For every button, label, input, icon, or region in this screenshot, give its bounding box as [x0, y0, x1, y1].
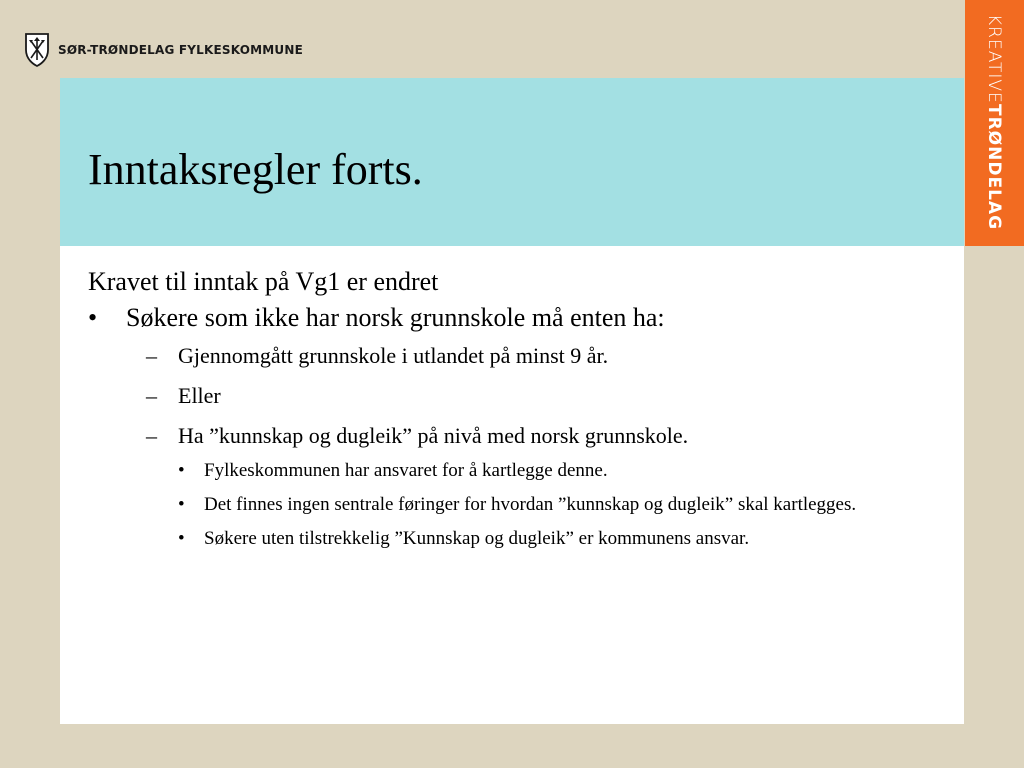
sub-list-item-text: Gjennomgått grunnskole i utlandet på minst 9 år.: [178, 343, 609, 368]
sub-list: [126, 342, 948, 551]
sub-sub-list-item: [178, 526, 964, 551]
sub-sub-list: [178, 458, 948, 551]
sub-list-item-text: Ha ”kunnskap og dugleik” på nivå med norsk grunnskole.: [178, 423, 689, 448]
organization-name: SØR-TRØNDELAG FYLKESKOMMUNE: [58, 43, 303, 57]
slide-content: [88, 266, 948, 563]
sub-list-item: [134, 422, 948, 551]
sub-list-item-text: Eller: [178, 383, 221, 408]
bullet-list: [88, 302, 948, 551]
coat-of-arms-icon: [24, 32, 50, 68]
bullet-marker: •: [178, 494, 185, 515]
brand-tab: [965, 0, 1024, 246]
bullet-marker: •: [88, 303, 98, 332]
list-item: [88, 302, 948, 551]
brand-text-bold: TRØNDELAG: [984, 103, 1004, 230]
sub-sub-list-item-text: Søkere uten tilstrekkelig ”Kunnskap og dugleik” er kommunens ansvar.: [204, 528, 750, 549]
brand-text-light: KREATIVE: [984, 14, 1004, 104]
brand-text: [979, 14, 1009, 232]
organization-logo: [24, 32, 303, 68]
dash-marker: –: [146, 423, 157, 448]
intro-text: Kravet til inntak på Vg1 er endret: [88, 267, 439, 296]
sub-sub-list-item-text: Det finnes ingen sentrale føringer for hvordan ”kunnskap og dugleik” skal kartlegges.: [204, 494, 857, 515]
bullet-marker: •: [178, 528, 185, 549]
slide-title: Inntaksregler forts.: [88, 145, 423, 194]
sub-list-item: [134, 342, 948, 370]
sub-list-item: [134, 382, 948, 410]
list-item-text: Søkere som ikke har norsk grunnskole må enten ha:: [126, 303, 665, 332]
title-band: [60, 78, 964, 246]
slide: [60, 78, 964, 724]
dash-marker: –: [146, 343, 157, 368]
dash-marker: –: [146, 383, 157, 408]
sub-sub-list-item-text: Fylkeskommunen har ansvaret for å kartlegge denne.: [204, 460, 608, 481]
sub-sub-list-item: [178, 458, 964, 483]
bullet-marker: •: [178, 460, 185, 481]
sub-sub-list-item: [178, 492, 964, 517]
